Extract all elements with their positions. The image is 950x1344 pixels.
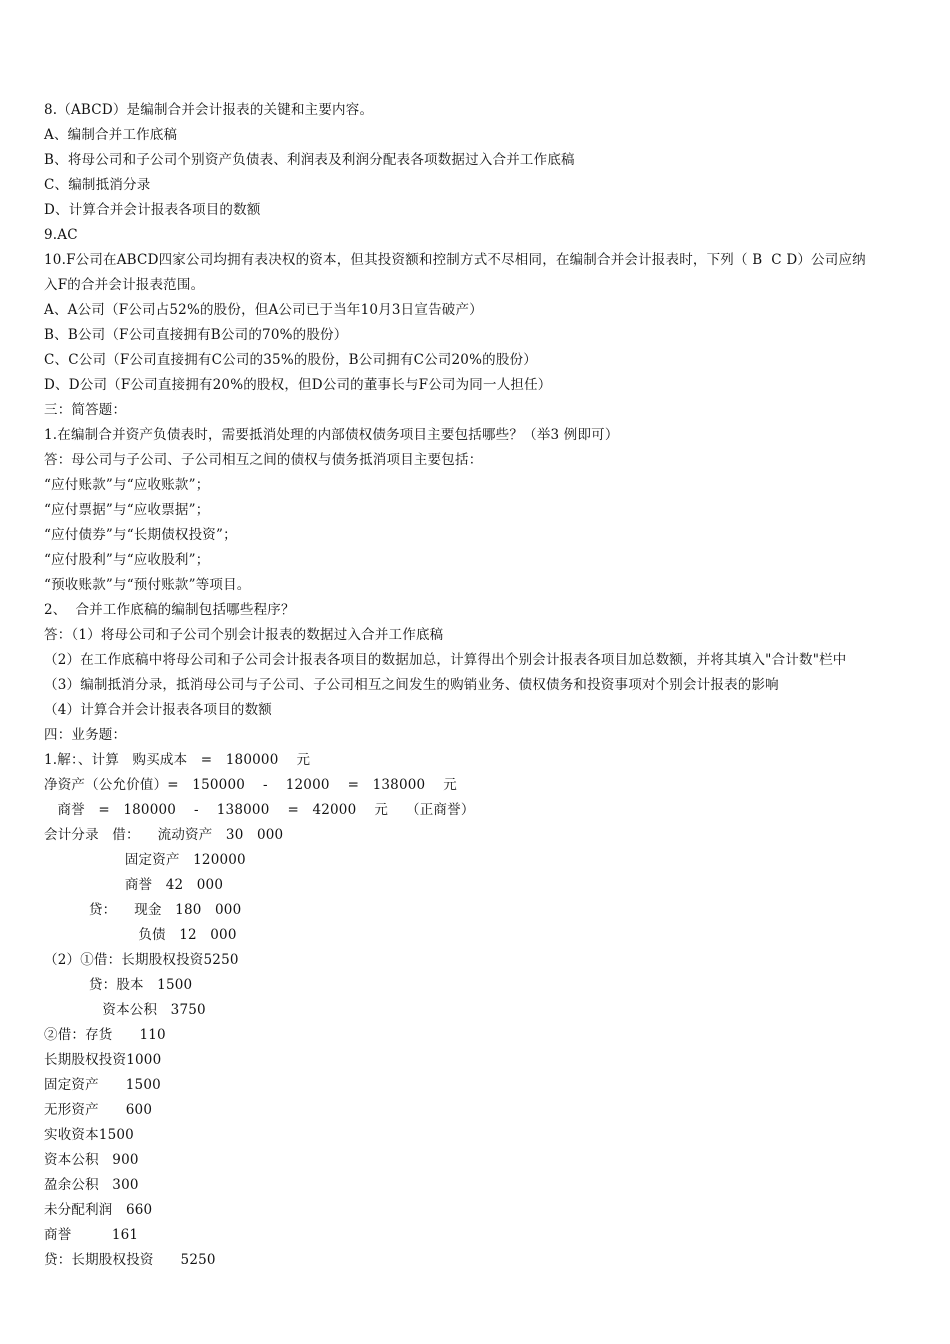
journal-entry-line: 商誉 42 000	[44, 877, 224, 893]
option-d: D、D公司（F公司直接拥有20%的股权，但D公司的董事长与F公司为同一人担任）	[44, 377, 552, 393]
answer-step-2: （2）在工作底稿中将母公司和子公司会计报表各项目的数据加总，计算得出个别会计报表各项目加总数额，并将其填入"合计数"栏中	[44, 652, 847, 668]
answer-item: “应付账款”与“应收账款”；	[44, 477, 210, 493]
option-b: B、将母公司和子公司个别资产负债表、利润表及利润分配表各项数据过入合并工作底稿	[44, 152, 575, 168]
option-a: A、A公司（F公司占52%的股份，但A公司已于当年10月3日宣告破产）	[44, 302, 483, 318]
short-answer-question-1: 1.在编制合并资产负债表时，需要抵消处理的内部债权债务项目主要包括哪些？（举3 例即可）	[44, 427, 619, 443]
short-answer-question-2: 2、 合并工作底稿的编制包括哪些程序？	[44, 602, 295, 618]
journal-entry-line: ②借：存货 110	[44, 1027, 166, 1043]
journal-entry-line: 贷：长期股权投资 5250	[44, 1252, 216, 1268]
journal-entry-line: 贷：股本 1500	[44, 977, 193, 993]
journal-entry-line: 资本公积 900	[44, 1152, 139, 1168]
journal-entry-line: 固定资产 120000	[44, 852, 246, 868]
question-10-continued: 入F的合并会计报表范围。	[44, 277, 205, 293]
solution-line: 1.解：、计算 购买成本 = 180000 元	[44, 752, 311, 768]
answer-item: “应付票据”与“应收票据”；	[44, 502, 210, 518]
option-c: C、C公司（F公司直接拥有C公司的35%的股份，B公司拥有C公司20%的股份）	[44, 352, 537, 368]
solution-line: 净资产（公允价值）= 150000 - 12000 = 138000 元	[44, 777, 458, 793]
solution-line: 商誉 = 180000 - 138000 = 42000 元 （正商誉）	[44, 802, 475, 818]
section-heading-short-answer: 三：简答题：	[44, 402, 127, 418]
journal-entry-line: 实收资本1500	[44, 1127, 134, 1143]
question-8: 8.（ABCD）是编制合并会计报表的关键和主要内容。	[44, 102, 374, 118]
journal-entry-line: 会计分录 借： 流动资产 30 000	[44, 827, 284, 843]
question-10: 10.F公司在ABCD四家公司均拥有表决权的资本，但其投资额和控制方式不尽相同，在编制合并会计报表时，下列（ B C D）公司应纳	[44, 252, 866, 268]
journal-entry-line: 商誉 161	[44, 1227, 139, 1243]
journal-entry-line: 资本公积 3750	[44, 1002, 206, 1018]
option-d: D、计算合并会计报表各项目的数额	[44, 202, 261, 218]
answer-item: “应付债券”与“长期债权投资”；	[44, 527, 237, 543]
journal-entry-line: 长期股权投资1000	[44, 1052, 162, 1068]
journal-entry-line: 贷： 现金 180 000	[44, 902, 242, 918]
answer-item: “应付股利”与“应收股利”；	[44, 552, 210, 568]
journal-entry-line: 负债 12 000	[44, 927, 237, 943]
option-c: C、编制抵消分录	[44, 177, 151, 193]
section-heading-business: 四：业务题：	[44, 727, 127, 743]
journal-entry-line: 盈余公积 300	[44, 1177, 139, 1193]
journal-entry-line: 未分配利润 660	[44, 1202, 153, 1218]
journal-entry-line: （2）①借：长期股权投资5250	[44, 952, 239, 968]
answer-item: “预收账款”与“预付账款”等项目。	[44, 577, 251, 593]
journal-entry-line: 无形资产 600	[44, 1102, 153, 1118]
answer-9: 9.AC	[44, 227, 78, 243]
answer-step-1: 答：（1）将母公司和子公司个别会计报表的数据过入合并工作底稿	[44, 627, 444, 643]
option-b: B、B公司（F公司直接拥有B公司的70%的股份）	[44, 327, 348, 343]
journal-entry-line: 固定资产 1500	[44, 1077, 161, 1093]
answer-text: 答：母公司与子公司、子公司相互之间的债权与债务抵消项目主要包括：	[44, 452, 483, 468]
option-a: A、编制合并工作底稿	[44, 127, 178, 143]
answer-step-4: （4）计算合并会计报表各项目的数额	[44, 702, 272, 718]
answer-step-3: （3）编制抵消分录，抵消母公司与子公司、子公司相互之间发生的购销业务、债权债务和投资事项对个别会计报表的影响	[44, 677, 779, 693]
